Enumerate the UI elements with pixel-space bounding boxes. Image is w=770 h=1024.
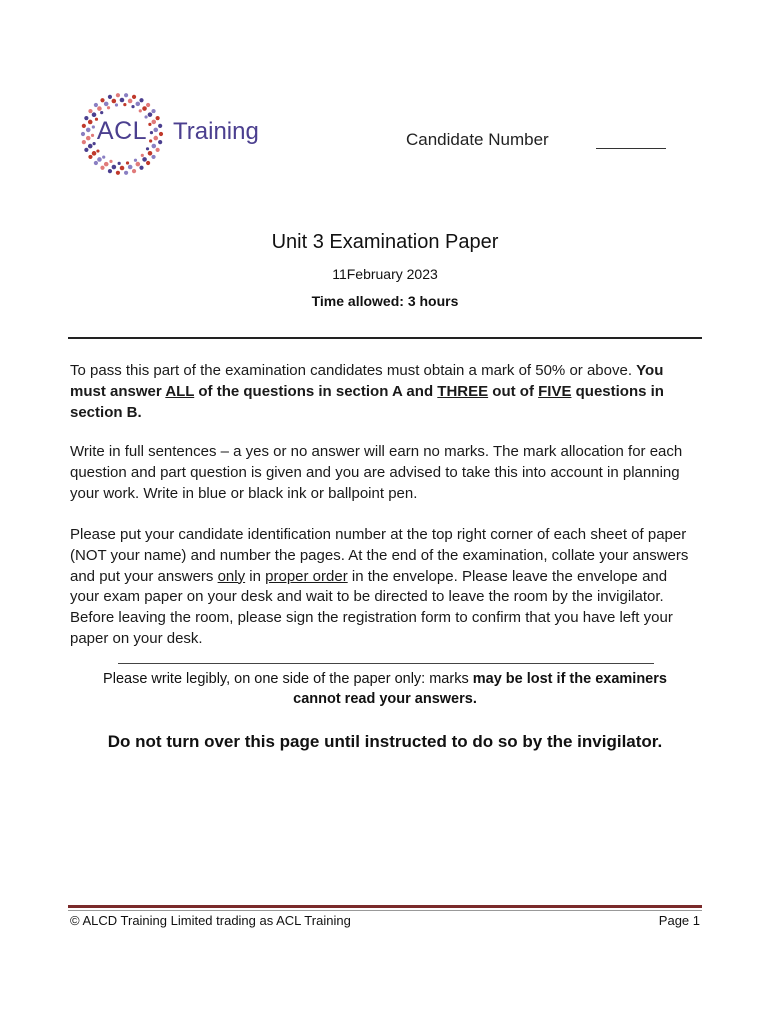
logo-dot — [84, 148, 88, 152]
header-divider — [68, 337, 702, 339]
footer-copyright: © ALCD Training Limited trading as ACL Training — [70, 913, 351, 928]
logo-dot — [156, 116, 160, 120]
logo-dot — [141, 154, 144, 157]
p1-bold-end: questions in section B. — [70, 382, 664, 421]
logo-dot — [146, 103, 150, 107]
exam-date: 11February 2023 — [332, 266, 438, 282]
p3-proper-order: proper order — [265, 567, 348, 585]
logo-dot — [82, 140, 86, 144]
logo-dot — [104, 162, 109, 167]
instructions-paragraph-3 — [70, 525, 700, 650]
logo-dot — [139, 98, 143, 102]
logo-dot — [142, 157, 147, 162]
logo-dot — [148, 151, 153, 156]
logo-dot — [84, 116, 88, 120]
logo-dot — [88, 109, 92, 113]
logo-dot — [136, 162, 141, 167]
p1-three: THREE — [437, 382, 489, 400]
logo-acl-text: ACL — [96, 117, 148, 145]
time-allowed: Time allowed: 3 hours — [311, 293, 459, 309]
exam-title: Unit 3 Examination Paper — [271, 231, 499, 253]
logo-dot — [82, 124, 86, 128]
logo-dot — [151, 109, 155, 113]
logo-dot — [124, 93, 128, 97]
logo-dot — [100, 166, 104, 170]
p1-bold-out-of: out of — [488, 382, 539, 400]
logo-dot — [120, 98, 125, 103]
p3-text-in: in — [245, 567, 266, 585]
logo-dot — [112, 165, 117, 170]
p1-text: To pass this part of the examination candidates must obtain a mark of 50% or above. — [70, 362, 637, 379]
logo-dot — [94, 161, 98, 165]
logo-dot — [115, 103, 118, 106]
logo-dot — [126, 161, 129, 164]
logo-dot — [124, 171, 128, 175]
logo-dot — [108, 169, 112, 173]
logo-dot — [116, 171, 120, 175]
footer-rule-thin — [68, 910, 702, 911]
do-not-turn-warning: Do not turn over this page until instructed to do so by the invigilator. — [107, 732, 663, 751]
instructions-paragraph-1 — [70, 361, 700, 423]
logo-dot — [112, 99, 117, 104]
legibility-bold: may be lost if the examiners cannot read your answers. — [293, 671, 667, 707]
logo-dot — [109, 160, 112, 163]
logo-dot — [96, 149, 99, 152]
logo-dot — [108, 95, 112, 99]
logo-dot — [100, 98, 104, 102]
p1-five: FIVE — [538, 382, 572, 400]
logo-dot — [123, 103, 126, 106]
logo-dot — [100, 111, 103, 114]
legibility-text: Please write legibly, on one side of the paper only: marks — [103, 671, 473, 687]
logo-dot — [132, 95, 136, 99]
logo-training-text: Training — [173, 118, 259, 145]
p3-text-end: in the envelope. Please leave the envelope and your exam paper on your desk and wait to be directed to leave the room by the invigilator. Before leaving the room, please sign the registration form to confirm that you have left your paper on your desk. — [70, 567, 673, 647]
instructions-paragraph-2: Write in full sentences – a yes or no answer will earn no marks. The mark allocation for each question and part question is given and you are advised to take this into account in planning your work. Write in blue or black ink or ballpoint pen. — [70, 443, 683, 502]
logo-dot — [92, 151, 97, 156]
logo-dot — [151, 155, 155, 159]
logo-dot — [156, 148, 160, 152]
p3-only: only — [217, 567, 246, 585]
logo-dot — [81, 132, 85, 136]
logo-dot — [88, 155, 92, 159]
logo-dot — [118, 162, 121, 165]
logo-dot — [146, 161, 150, 165]
notice-divider — [118, 663, 654, 664]
logo-dot — [107, 106, 110, 109]
logo-dot — [132, 169, 136, 173]
p1-bold-mid: of the questions in section A and — [194, 382, 438, 400]
logo-dot — [94, 103, 98, 107]
logo-dot — [135, 102, 140, 107]
logo-dot — [102, 156, 105, 159]
logo-dot — [131, 105, 134, 108]
logo-dot — [128, 99, 133, 104]
logo-dot — [120, 166, 125, 171]
p3-text-start: Please put your candidate identification number at the top right corner of each sheet of paper (NOT your name) and number the pages. At the end of the examination, collate your answers and put your answers — [70, 526, 689, 585]
logo-dot — [97, 106, 102, 111]
acl-training-logo — [80, 92, 265, 172]
logo-dot — [128, 165, 133, 170]
logo-dot — [104, 102, 109, 107]
candidate-number-field[interactable] — [596, 148, 666, 149]
logo-dot — [139, 166, 143, 170]
logo-dot — [139, 109, 142, 112]
logo-dot — [142, 106, 147, 111]
legibility-notice — [90, 669, 680, 709]
logo-dot — [146, 147, 149, 150]
logo-dot — [159, 132, 163, 136]
candidate-number-label: Candidate Number — [406, 130, 549, 149]
logo-dot — [158, 140, 162, 144]
logo-dot — [97, 157, 102, 162]
page-number: Page 1 — [658, 913, 700, 928]
footer-rule — [68, 905, 702, 908]
p1-bold-start: You must answer — [70, 362, 664, 400]
logo-dot — [158, 124, 162, 128]
logo-dot — [116, 93, 120, 97]
logo-dot — [134, 159, 137, 162]
p1-all: ALL — [165, 382, 195, 400]
